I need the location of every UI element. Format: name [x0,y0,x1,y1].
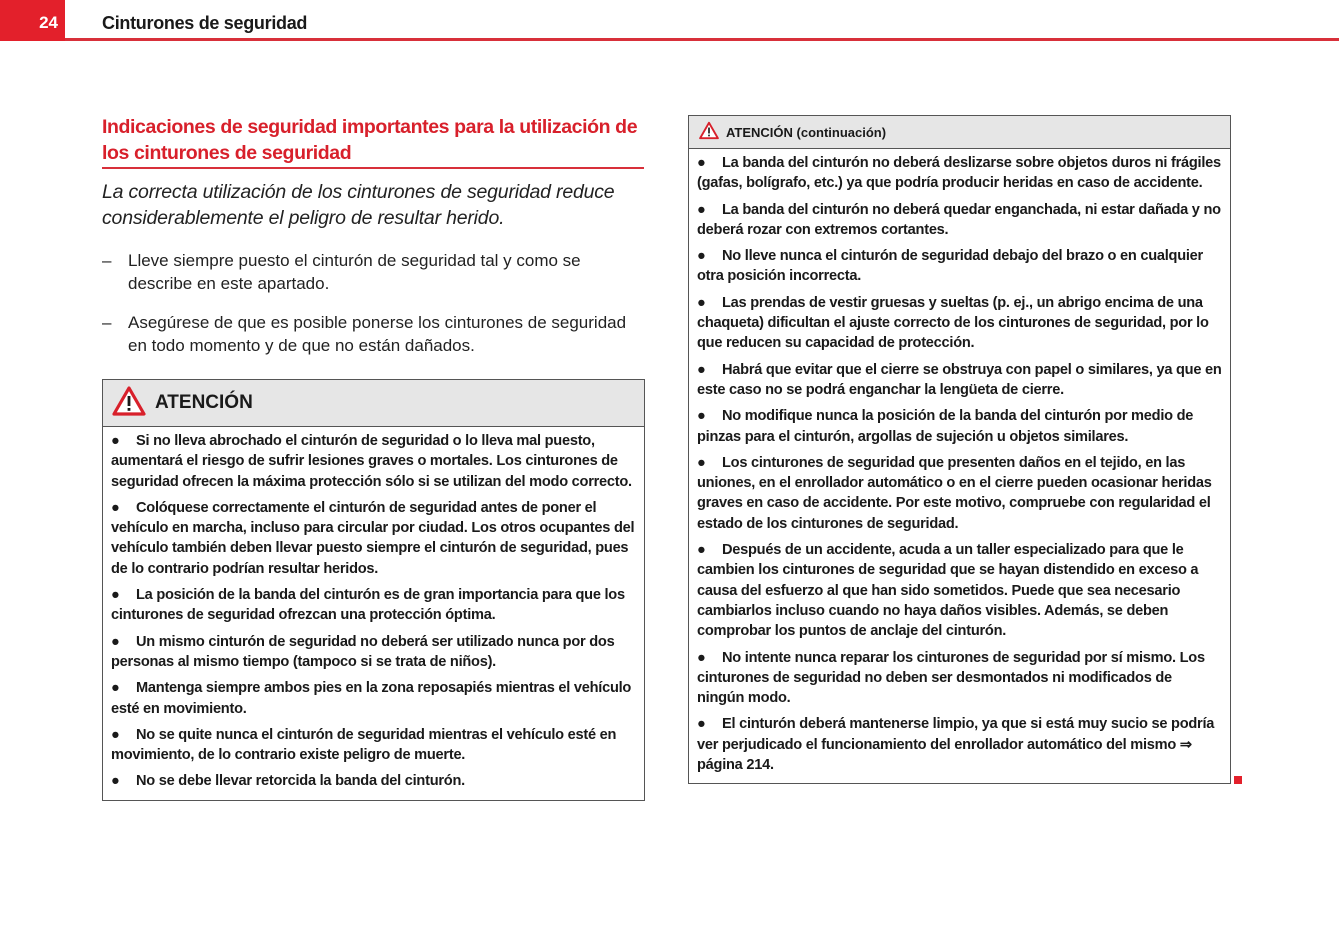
page-reference-link[interactable]: ⇒ página 214 [697,736,1192,774]
warning-title: ATENCIÓN [155,392,253,413]
step-list [102,249,644,357]
warning-body [103,427,644,800]
warning-item-text: Los cinturones de seguridad que presenten daños en el tejido, en las uniones, en el enrollador automático o en el cierre pueden ocasionar heridas graves en caso de accidente. Por este motivo, compruebe con regularidad el estado de los cinturones de seguridad. [697,454,1212,532]
bullet-icon: ● [697,201,706,218]
warning-item-text: Mantenga siempre ambos pies en la zona reposapiés mientras el vehículo esté en movimiento. [111,680,632,717]
page-number: 24 [39,13,58,32]
bullet-icon: ● [697,408,706,425]
bullet-icon: ● [697,542,706,559]
bullet-icon: ● [111,499,120,516]
bullet-icon: ● [697,361,706,378]
warning-header [103,380,644,427]
warning-item-text: El cinturón deberá mantenerse limpio, ya que si está muy sucio se podría ver perjudicado el funcionamiento del enrollador automático del mismo [697,716,1215,753]
warning-item [111,585,636,626]
warning-item [697,648,1222,709]
step-marker: – [102,313,112,332]
warning-item [697,200,1222,241]
warning-item [111,771,636,791]
warning-item-end: . [769,757,774,774]
bullet-icon: ● [111,587,120,604]
warning-item-text: La banda del cinturón no deberá quedar enganchada, ni estar dañada y no deberá rozar con extremos cortantes. [697,201,1221,238]
section-title: Indicaciones de seguridad importantes para la utilización de los cinturones de seguridad [102,116,638,164]
step-text: Lleve siempre puesto el cinturón de seguridad tal y como se describe en este apartado. [128,251,581,293]
warning-item-text: No se quite nunca el cinturón de seguridad mientras el vehículo esté en movimiento, de lo contrario existe peligro de muerte. [111,726,617,764]
bullet-icon: ● [697,248,706,265]
warning-item-text: Habrá que evitar que el cierre se obstruya con papel o similares, ya que en este caso no se podrá enganchar la lengüeta de cierre. [697,361,1222,398]
warning-item [697,540,1222,641]
step-item [102,311,644,357]
bullet-icon: ● [697,454,706,471]
bullet-icon: ● [697,155,706,171]
warning-item-text: Después de un accidente, acuda a un taller especializado para que le cambien los cinturones de seguridad que se hayan distendido en exceso a causa del esfuerzo al que han sido sometidos. Puede que sea necesario cambiarlos incluso cuando no haya daños visibles. Además, se deben comprobar los puntos de anclaje del cinturón. [697,542,1199,640]
warning-item [697,360,1222,401]
warning-item-text: La banda del cinturón no deberá deslizarse sobre objetos duros ni frágiles (gafas, bolígrafo, etc.) ya que podría producir heridas en caso de accidente. [697,155,1221,192]
warning-triangle-icon [698,121,720,144]
warning-item [111,725,636,766]
page-number-box [0,0,65,41]
warning-item [697,246,1222,287]
bullet-icon: ● [111,633,120,650]
warning-item-text: Si no lleva abrochado el cinturón de seguridad o lo lleva mal puesto, aumentará el riesgo de sufrir lesiones graves o mortales. Los cinturones de seguridad ofrecen la máxima protección sólo si se utilizan del modo correcto. [111,433,632,490]
warning-item-text: No se debe llevar retorcida la banda del cinturón. [136,773,465,790]
bullet-icon: ● [111,726,120,743]
warning-item-text: No intente nunca reparar los cinturones de seguridad por sí mismo. Los cinturones de seguridad no deben ser desmontados ni modificados de ningún modo. [697,649,1205,707]
warning-item-text: No lleve nunca el cinturón de seguridad debajo del brazo o en cualquier otra posición incorrecta. [697,248,1203,285]
warning-box-continued [688,115,1231,784]
warning-item [111,431,636,492]
warning-header [689,116,1230,149]
step-text: Asegúrese de que es posible ponerse los cinturones de seguridad en todo momento y de que no están dañados. [128,313,627,355]
warning-item [697,293,1222,354]
warning-item [697,153,1222,194]
warning-item [111,498,636,579]
warning-item-text: La posición de la banda del cinturón es de gran importancia para que los cinturones de seguridad ofrezcan una protección óptima. [111,587,625,624]
chapter-title: Cinturones de seguridad [102,13,308,33]
bullet-icon: ● [111,433,120,449]
section-lead: La correcta utilización de los cinturones de seguridad reduce considerablemente el peligro de resultar herido. [102,181,615,229]
warning-item-text: Colóquese correctamente el cinturón de seguridad antes de poner el vehículo en marcha, incluso para circular por ciudad. Los otros ocupantes del vehículo también deben llevar puesto siempre el cinturón de seguridad, pues de lo contrario podrían resultar heridos. [111,499,635,577]
warning-item [697,453,1222,534]
bullet-icon: ● [111,680,120,697]
warning-triangle-icon [111,385,147,421]
bullet-icon: ● [697,649,706,666]
section-rule [102,167,644,169]
warning-item-text: No modifique nunca la posición de la banda del cinturón por medio de pinzas para el cinturón, argollas de sujeción u objetos similares. [697,408,1194,445]
header-rule [65,38,1339,41]
warning-item [111,678,636,719]
step-item [102,249,644,295]
warning-item [697,714,1222,775]
bullet-icon: ● [697,294,706,311]
section-end-marker [1234,776,1242,784]
warning-box [102,379,645,801]
page-header [0,0,1339,42]
bullet-icon: ● [697,716,706,733]
warning-item [697,406,1222,447]
warning-item [111,632,636,673]
warning-item-text: Un mismo cinturón de seguridad no deberá ser utilizado nunca por dos personas al mismo tiempo (tampoco si se trata de niños). [111,633,615,670]
warning-title: ATENCIÓN (continuación) [726,124,887,140]
step-marker: – [102,251,112,270]
warning-body [689,149,1230,783]
left-column [102,114,644,373]
bullet-icon: ● [111,773,120,790]
warning-item-text: Las prendas de vestir gruesas y sueltas (p. ej., un abrigo encima de una chaqueta) dificultan el ajuste correcto de los cinturones de seguridad, por lo que reducen su capacidad de protección. [697,294,1209,352]
